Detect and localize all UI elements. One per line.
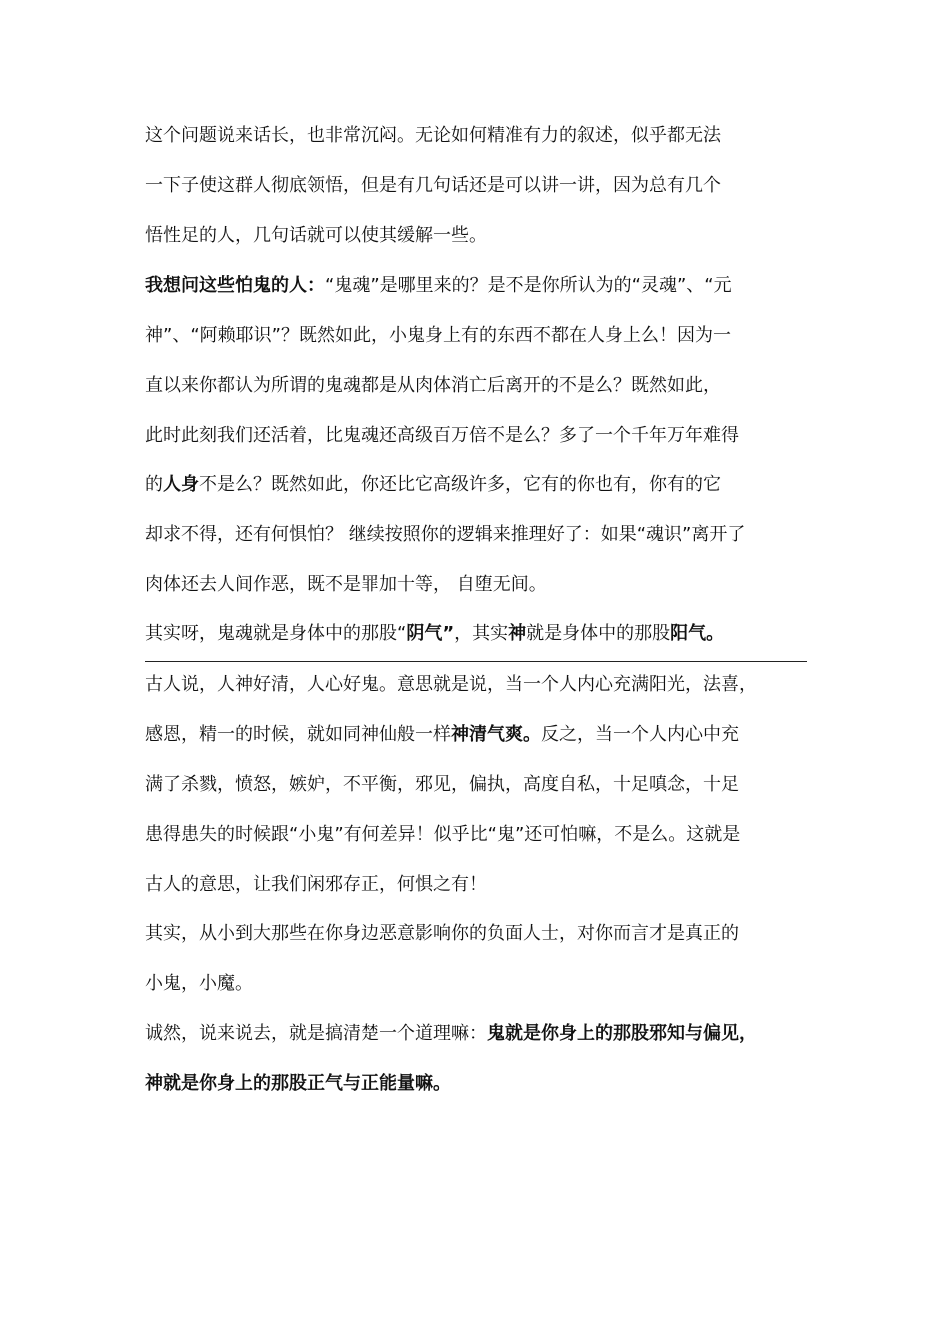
text-segment: 不是么？既然如此，你还比它高级许多，它有的你也有，你有的它 bbox=[199, 474, 721, 495]
horizontal-rule bbox=[145, 661, 807, 662]
text-line bbox=[145, 272, 815, 300]
text-line bbox=[145, 172, 815, 200]
text-line bbox=[145, 122, 815, 150]
text-line bbox=[145, 771, 815, 799]
text-segment: 这个问题说来话长，也非常沉闷。无论如何精准有力的叙述，似乎都无法 bbox=[145, 125, 721, 146]
text-line bbox=[145, 422, 815, 450]
text-segment: 就是身体中的那股 bbox=[526, 623, 671, 644]
text-segment: 患得患失的时候跟“小鬼”有何差异！似乎比“鬼”还可怕嘛，不是么。这就是 bbox=[145, 824, 741, 845]
text-line bbox=[145, 920, 815, 948]
bold-text-segment: 神 bbox=[508, 623, 527, 644]
text-line bbox=[145, 871, 815, 899]
text-segment: 古人说，人神好清，人心好鬼。意思就是说，当一个人内心充满阳光，法喜， bbox=[145, 674, 757, 695]
text-segment: 其实呀，鬼魂就是身体中的那股“ bbox=[145, 623, 407, 644]
text-segment: ，其实 bbox=[454, 623, 509, 644]
text-segment: 却求不得，还有何惧怕？ 继续按照你的逻辑来推理好了：如果“魂识”离开了 bbox=[145, 524, 746, 545]
text-segment: 悟性足的人，几句话就可以使其缓解一些。 bbox=[145, 225, 487, 246]
text-segment: 小鬼，小魔。 bbox=[145, 973, 253, 994]
text-segment: 的 bbox=[145, 474, 163, 495]
text-segment: 古人的意思，让我们闲邪存正，何惧之有！ bbox=[145, 874, 487, 895]
text-line bbox=[145, 372, 815, 400]
text-segment: 此时此刻我们还活着，比鬼魂还高级百万倍不是么？多了一个千年万年难得 bbox=[145, 425, 739, 446]
text-line bbox=[145, 671, 815, 699]
text-line bbox=[145, 620, 815, 648]
text-segment: “鬼魂”是哪里来的？是不是你所认为的“灵魂”、“元 bbox=[325, 275, 732, 296]
text-segment: 反之，当一个人内心中充 bbox=[541, 724, 739, 745]
text-segment: 诚然，说来说去，就是搞清楚一个道理嘛： bbox=[145, 1023, 487, 1044]
bold-text-segment: 阴气” bbox=[406, 623, 455, 644]
text-line bbox=[145, 222, 815, 250]
text-line bbox=[145, 1070, 815, 1098]
text-line bbox=[145, 721, 815, 749]
text-line bbox=[145, 322, 815, 350]
text-segment: 肉体还去人间作恶，既不是罪加十等， 自堕无间。 bbox=[145, 574, 547, 595]
text-segment: 直以来你都认为所谓的鬼魂都是从肉体消亡后离开的不是么？既然如此， bbox=[145, 375, 721, 396]
bold-text-segment: 鬼就是你身上的那股邪知与偏见， bbox=[487, 1023, 757, 1044]
bold-text-segment: 神清气爽。 bbox=[451, 724, 541, 745]
text-line bbox=[145, 970, 815, 998]
text-segment: 一下子使这群人彻底领悟，但是有几句话还是可以讲一讲，因为总有几个 bbox=[145, 175, 721, 196]
text-line bbox=[145, 821, 815, 849]
text-segment: 其实，从小到大那些在你身边恶意影响你的负面人士，对你而言才是真正的 bbox=[145, 923, 739, 944]
bold-text-segment: 神就是你身上的那股正气与正能量嘛。 bbox=[145, 1073, 451, 1094]
text-line bbox=[145, 471, 815, 499]
bold-text-segment: 我想问这些怕鬼的人： bbox=[145, 275, 325, 296]
text-line bbox=[145, 1020, 815, 1048]
text-segment: 满了杀戮，愤怒，嫉妒，不平衡，邪见，偏执，高度自私，十足嗔念，十足 bbox=[145, 774, 739, 795]
bold-text-segment: 人身 bbox=[163, 474, 199, 495]
text-segment: 感恩，精一的时候，就如同神仙般一样 bbox=[145, 724, 451, 745]
text-segment: 神”、“阿赖耶识”？既然如此，小鬼身上有的东西不都在人身上么！因为一 bbox=[145, 325, 731, 346]
text-line bbox=[145, 521, 815, 549]
bold-text-segment: 阳气。 bbox=[670, 623, 725, 644]
text-line bbox=[145, 571, 815, 599]
